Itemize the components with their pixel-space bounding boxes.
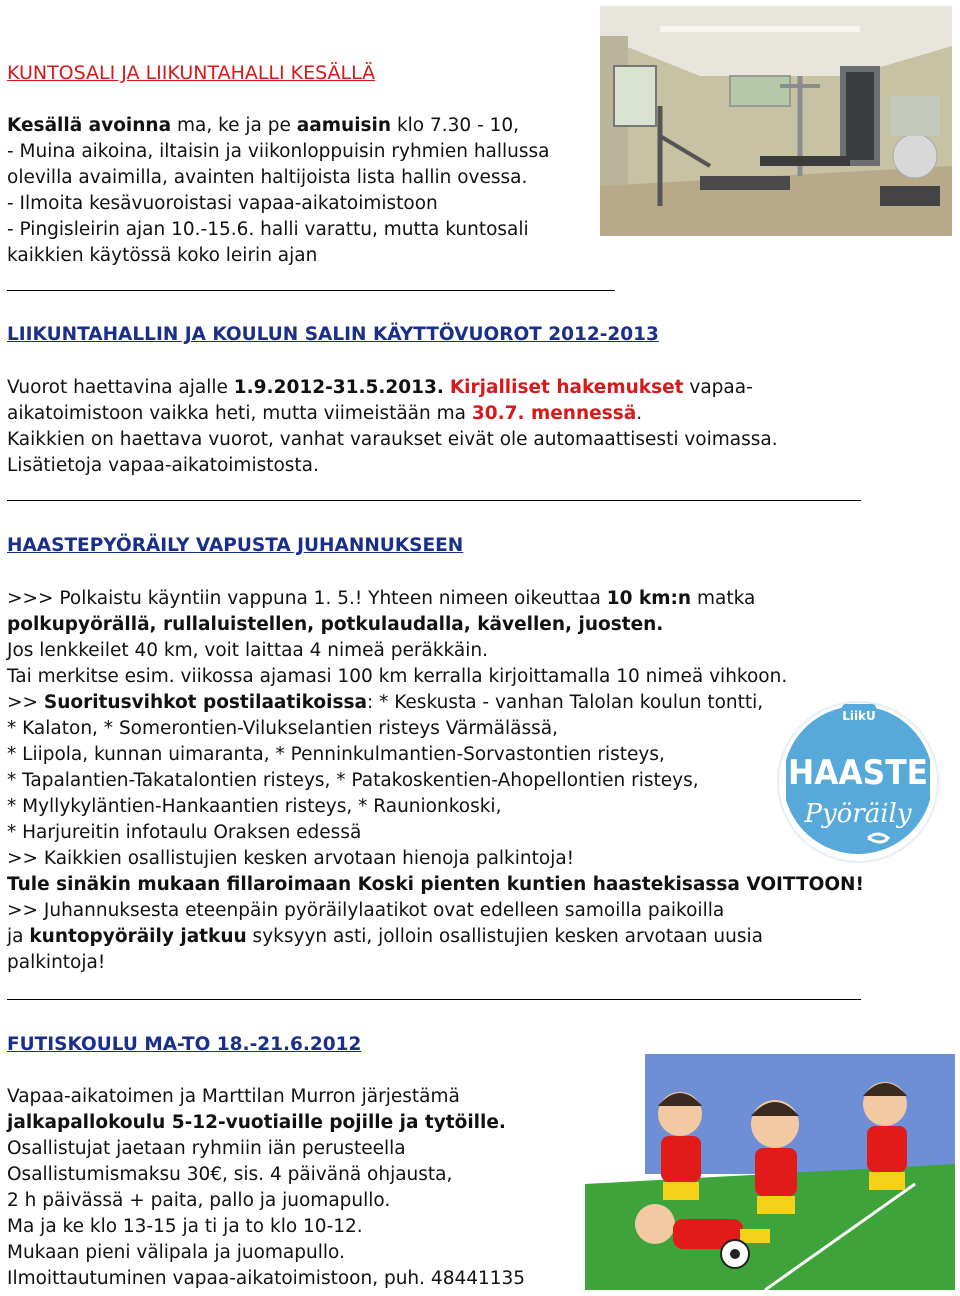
text-line: * Harjureitin infotaulu Oraksen edessä bbox=[7, 822, 362, 843]
text-line: >>> Polkaistu käyntiin vappuna 1. 5.! Yhteen nimeen oikeuttaa 10 km:n matka bbox=[7, 588, 756, 609]
text-line: Kesällä avoinna ma, ke ja pe aamuisin klo 7.30 - 10, bbox=[7, 115, 520, 136]
svg-text:LiikU: LiikU bbox=[842, 709, 876, 723]
gym-photo bbox=[600, 6, 952, 236]
text-line: * Tapalantien-Takatalontien risteys, * Patakoskentien-Ahopellontien risteys, bbox=[7, 770, 699, 791]
text-line: ja kuntopyöräily jatkuu syksyyn asti, jolloin osallistujien kesken arvotaan uusia bbox=[7, 926, 763, 947]
svg-text:HAASTE: HAASTE bbox=[788, 753, 928, 793]
text-line: Vuorot haettavina ajalle 1.9.2012-31.5.2013. Kirjalliset hakemukset vapaa- bbox=[7, 377, 753, 398]
text-line: palkintoja! bbox=[7, 952, 106, 973]
text-line: * Myllykyläntien-Hankaantien risteys, * Raunionkoski, bbox=[7, 796, 502, 817]
section-title-futiskoulu: FUTISKOULU MA-TO 18.-21.6.2012 bbox=[7, 1034, 362, 1055]
text-line: >> Juhannuksesta eteenpäin pyöräilylaatikot ovat edelleen samoilla paikoilla bbox=[7, 900, 725, 921]
text-line: - Pingisleirin ajan 10.-15.6. halli varattu, mutta kuntosali bbox=[7, 219, 529, 240]
text-line: >> Suoritusvihkot postilaatikoissa: * Keskusta - vanhan Talolan koulun tontti, bbox=[7, 692, 764, 713]
text-line: - Ilmoita kesävuoroistasi vapaa-aikatoimistoon bbox=[7, 193, 438, 214]
section-title-kayttovuorot: LIIKUNTAHALLIN JA KOULUN SALIN KÄYTTÖVUOROT 2012-2013 bbox=[7, 324, 659, 345]
text-line: * Kalaton, * Somerontien-Vilukselantien risteys Värmälässä, bbox=[7, 718, 558, 739]
text-line: Mukaan pieni välipala ja juomapullo. bbox=[7, 1242, 345, 1263]
soccer-players-illustration bbox=[585, 1054, 955, 1290]
divider bbox=[7, 290, 615, 291]
text-line: * Liipola, kunnan uimaranta, * Penninkulmantien-Sorvastontien risteys, bbox=[7, 744, 665, 765]
haaste-pyoraily-logo bbox=[776, 700, 940, 864]
text-line: 2 h päivässä + paita, pallo ja juomapullo. bbox=[7, 1190, 391, 1211]
svg-text:Pyöräily: Pyöräily bbox=[804, 799, 912, 829]
text-line: Jos lenkkeilet 40 km, voit laittaa 4 nimeä peräkkäin. bbox=[7, 640, 489, 661]
text-line: jalkapallokoulu 5-12-vuotiaille pojille ja tytöille. bbox=[7, 1112, 506, 1133]
section-title-haastepyoraily: HAASTEPYÖRÄILY VAPUSTA JUHANNUKSEEN bbox=[7, 535, 464, 556]
divider bbox=[7, 999, 861, 1000]
text-line: Osallistujat jaetaan ryhmiin iän perusteella bbox=[7, 1138, 406, 1159]
text-line: Ilmoittautuminen vapaa-aikatoimistoon, puh. 48441135 bbox=[7, 1268, 526, 1289]
text-line: aikatoimistoon vaikka heti, mutta viimeistään ma 30.7. mennessä. bbox=[7, 403, 643, 424]
text-line: Vapaa-aikatoimen ja Marttilan Murron järjestämä bbox=[7, 1086, 460, 1107]
text-line: Osallistumismaksu 30€, sis. 4 päivänä ohjausta, bbox=[7, 1164, 453, 1185]
text-line: Tai merkitse esim. viikossa ajamasi 100 km kerralla kirjoittamalla 10 nimeä vihkoon. bbox=[7, 666, 788, 687]
text-line: - Muina aikoina, iltaisin ja viikonloppuisin ryhmien hallussa bbox=[7, 141, 550, 162]
text-line: Kaikkien on haettava vuorot, vanhat varaukset eivät ole automaattisesti voimassa. bbox=[7, 429, 778, 450]
text-line: Ma ja ke klo 13-15 ja ti ja to klo 10-12. bbox=[7, 1216, 363, 1237]
text-line: >> Kaikkien osallistujien kesken arvotaan hienoja palkintoja! bbox=[7, 848, 575, 869]
text-line: Lisätietoja vapaa-aikatoimistosta. bbox=[7, 455, 319, 476]
text-line: kaikkien käytössä koko leirin ajan bbox=[7, 245, 318, 266]
text-line: olevilla avaimilla, avainten haltijoista lista hallin ovessa. bbox=[7, 167, 528, 188]
divider bbox=[7, 500, 861, 501]
text-line: polkupyörällä, rullaluistellen, potkulaudalla, kävellen, juosten. bbox=[7, 614, 664, 635]
section-title-kuntosali: KUNTOSALI JA LIIKUNTAHALLI KESÄLLÄ bbox=[7, 62, 376, 84]
text-line: Tule sinäkin mukaan fillaroimaan Koski pienten kuntien haastekisassa VOITTOON! bbox=[7, 874, 864, 895]
